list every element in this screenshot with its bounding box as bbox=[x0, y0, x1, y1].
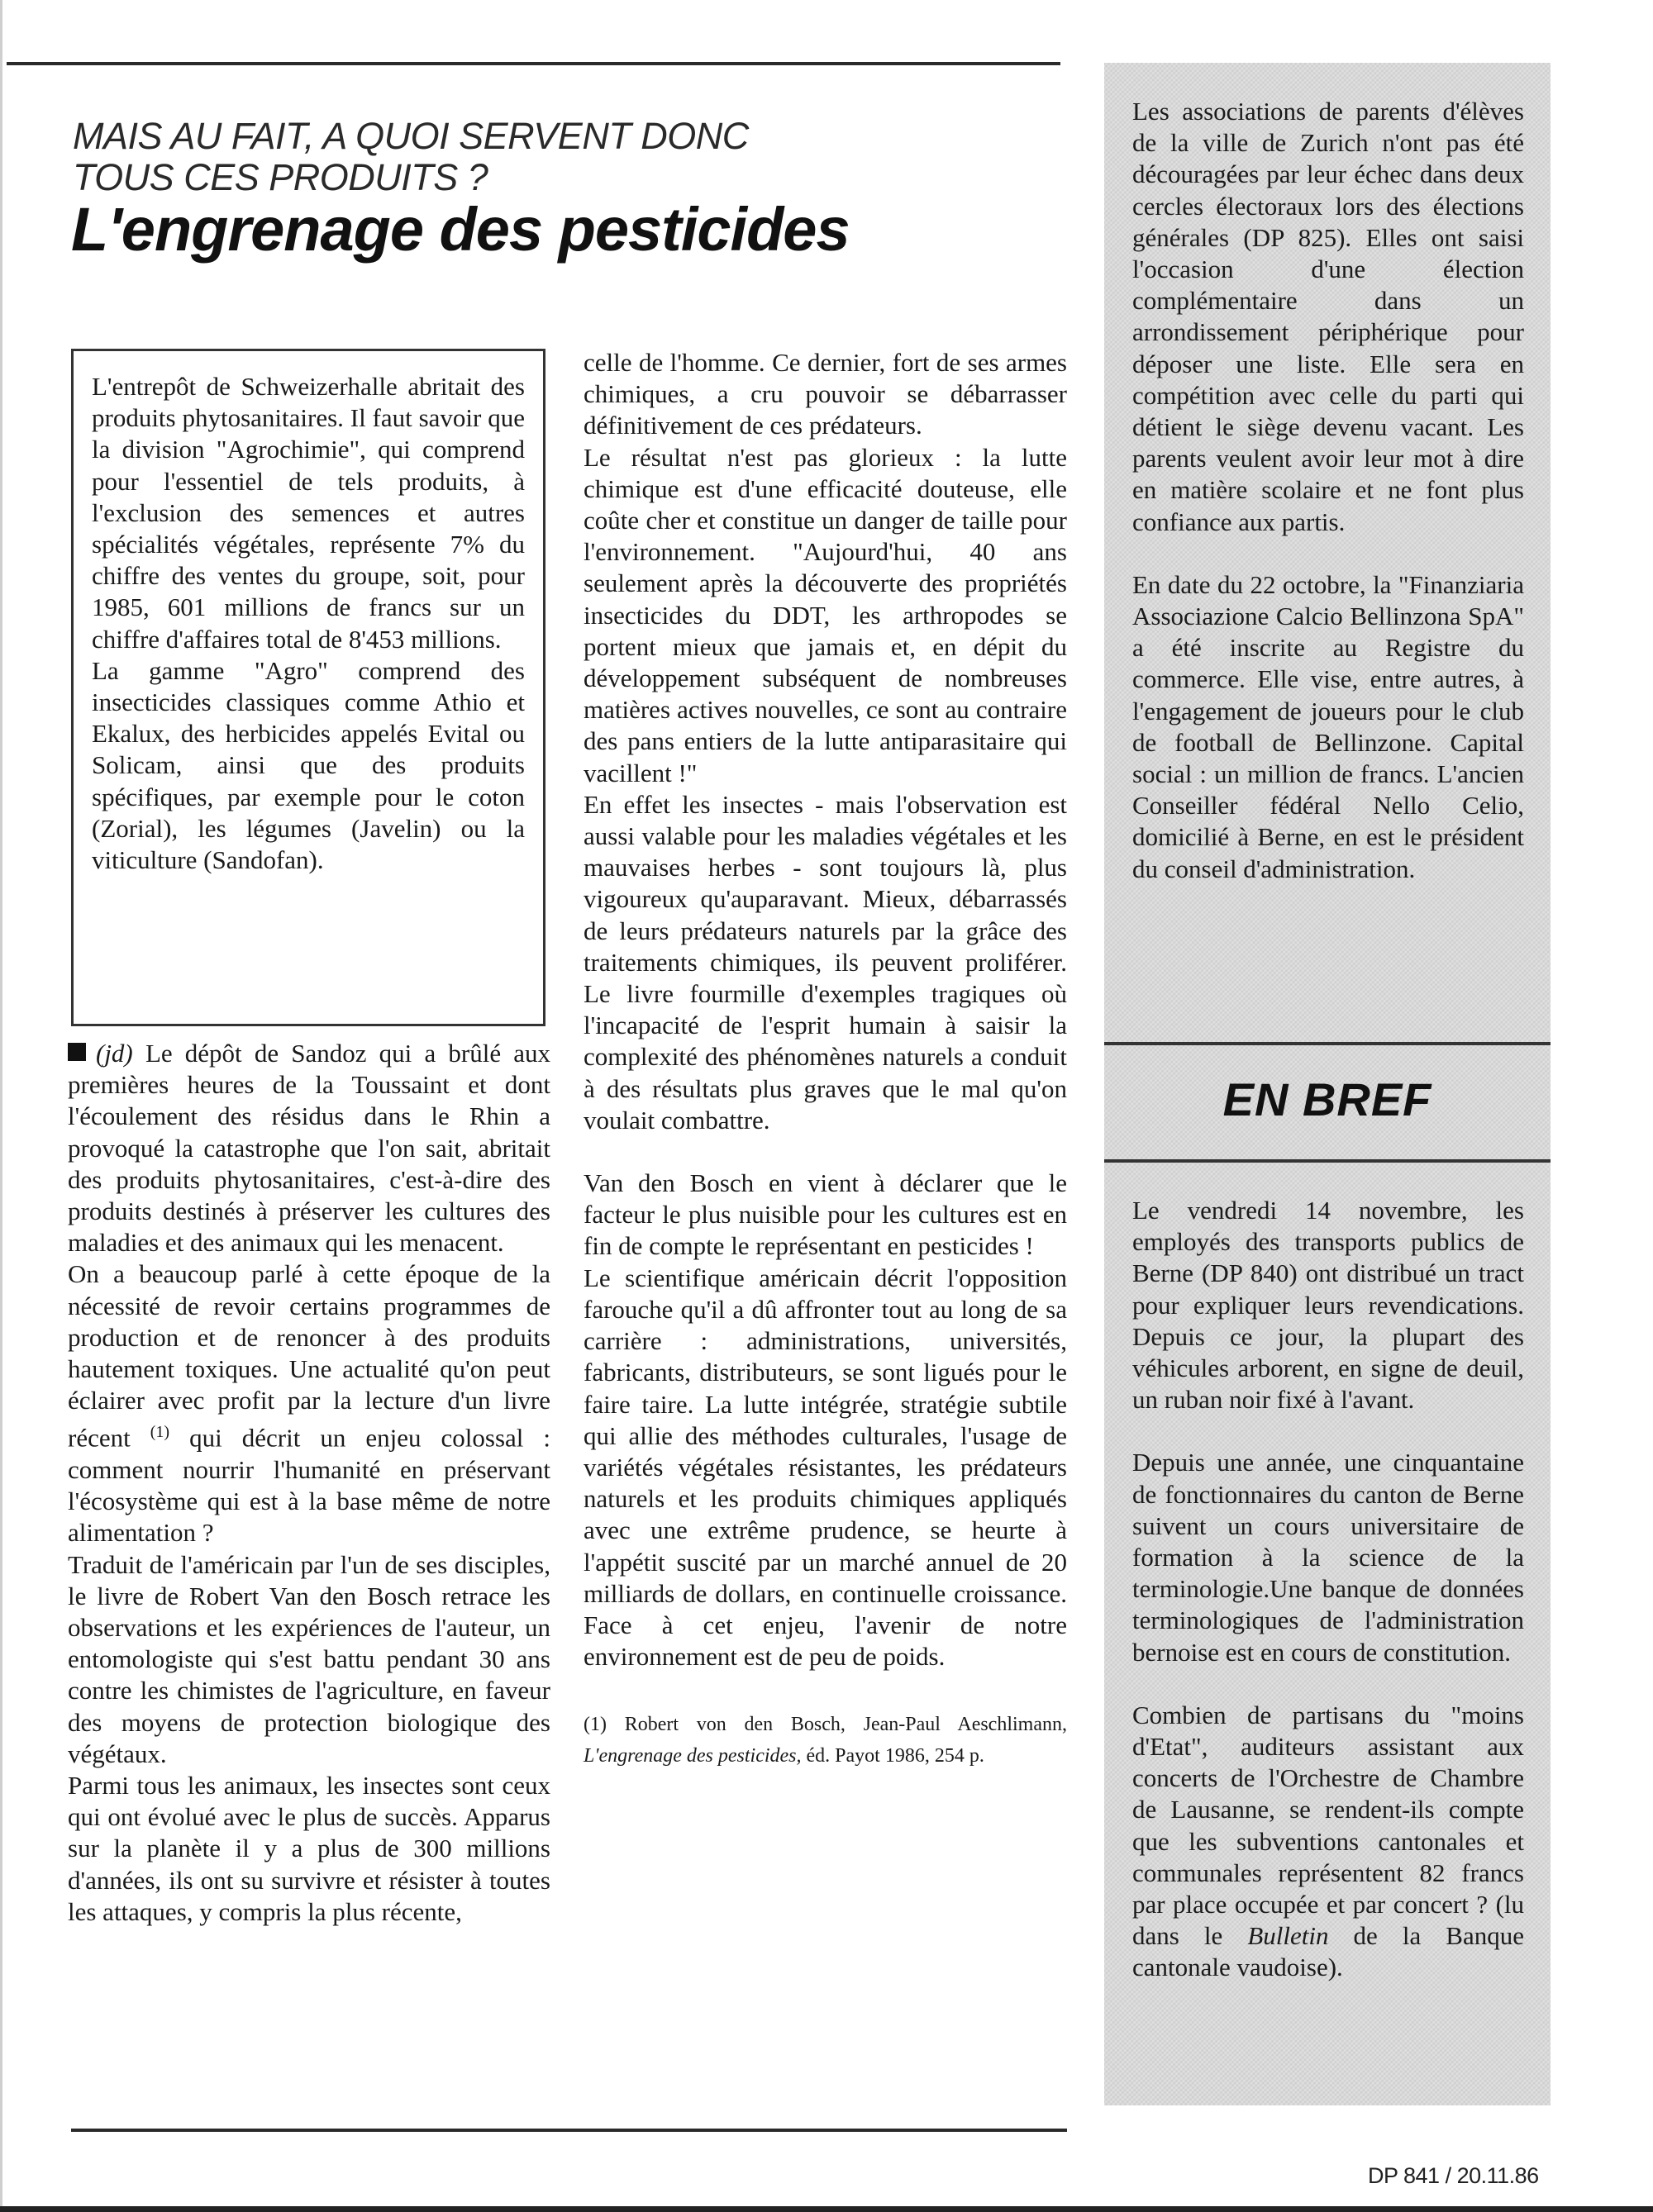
footnote-marker: (1) bbox=[150, 1423, 170, 1442]
paragraph-context-text: On a beaucoup parlé à cette époque de la nécessité de revoir certains programmes de production et de renoncer à des produits hautement toxiques. Une actualité qu'on peut éclairer avec profit par la lecture d'un livre récent bbox=[68, 1259, 550, 1453]
lead-text: Le dépôt de Sandoz qui a brûlé aux premières heures de la Toussaint et dont l'écoulement des résidus dans le Rhin a provoqué la catastrophe que l'on sait, abritait des produits phytosanitaires, c'est-à-dire des produits destinés à préserver les cultures des maladies et des animaux qui les menacent. bbox=[68, 1039, 550, 1258]
byline: (jd) bbox=[96, 1039, 133, 1068]
info-box bbox=[71, 349, 545, 1026]
lead-paragraph bbox=[68, 1038, 550, 1258]
footnote-prefix: (1) Robert von den Bosch, Jean-Paul Aeschlimann, bbox=[584, 1714, 1067, 1736]
footnote-suffix: éd. Payot 1986, 254 p. bbox=[806, 1745, 984, 1767]
brief-list bbox=[1104, 1195, 1551, 1984]
square-bullet-icon bbox=[68, 1043, 86, 1061]
section-title-en-bref: EN BREF bbox=[1222, 1073, 1432, 1125]
footnote bbox=[584, 1709, 1067, 1772]
brief-orchestra-text: Combien de partisans du "moins d'Etat", auditeurs assistant aux concerts de l'Orchestre de Chambre de Lausanne, se rendent-ils compte que les subventions cantonales et communales représentent 82 francs par place occupée et par concert ? (lu dans le bbox=[1132, 1700, 1524, 1951]
paragraph-context-text-after: qui décrit un enjeu colossal : comment nourrir l'humanité en préservant l'écosystème qui est à la base même de notre alimentation ? bbox=[68, 1423, 551, 1548]
kicker-line-2: TOUS CES PRODUITS ? bbox=[73, 156, 488, 198]
sidebar-rule-top bbox=[1104, 1042, 1551, 1045]
paragraph-book: Traduit de l'américain par l'un de ses disciples, le livre de Robert Van den Bosch retrace les observations et les expériences de l'auteur, un entomologiste qui s'est battu pendant 30 ans contre les chimistes de l'agriculture, en faveur des moyens de protection biologique des végétaux. bbox=[68, 1549, 550, 1768]
info-box-paragraph-1: L'entrepôt de Schweizerhalle abritait des produits phytosanitaires. Il faut savoir que la division "Agrochimie", qui comprend pour l'essentiel de tels produits, à l'exclusion des semences et autres spécialités végétales, représente 7% du chiffre des ventes du groupe, soit, pour 1985, 601 millions de francs sur un chiffre d'affaires total de 8'453 millions. bbox=[92, 372, 525, 654]
article-column-left bbox=[68, 1038, 550, 1928]
page-scan-edge bbox=[0, 0, 2, 2212]
paragraph-context bbox=[68, 1258, 550, 1548]
sidebar-item-zurich-parents: Les associations de parents d'élèves de la ville de Zurich n'ont pas été découragées par leur échec dans deux cercles électoraux lors des élections générales (DP 825). Elles ont saisi l'occasion d'une élection complémentaire dans un arrondissement périphérique pour déposer une liste. Elle sera en compétition avec celle du parti qui détient le siège devenu vacant. Les parents veulent avoir leur mot à dire en matière scolaire et ne font plus confiance aux partis. bbox=[1132, 97, 1524, 536]
info-box-paragraph-2: La gamme "Agro" comprend des insecticides classiques comme Athio et Ekalux, des herbicides appelés Evital ou Solicam, ainsi que des produits spécifiques, par exemple pour le coton (Zorial), les légumes (Javelin) ou la viticulture (Sandofan). bbox=[92, 655, 525, 875]
brief-item-orchestra bbox=[1132, 1700, 1524, 1984]
middle-paragraph-2: Le résultat n'est pas glorieux : la lutte chimique est d'une efficacité douteuse, elle coûte cher et constitue un danger de taille pour l'environnement. "Aujourd'hui, 40 ans seulement après la découverte des propriétés insecticides du DDT, les arthropodes se portent mieux que jamais et, en dépit du développement subséquent de nombreuses matières actives nouvelles, ce sont au contraire des pans entiers de la lutte antiparasitaire qui vacillent !" bbox=[584, 442, 1067, 787]
sidebar-item-bellinzona: En date du 22 octobre, la "Finanziaria Associazione Calcio Bellinzona SpA" a été inscrite au Registre du commerce. Elle vise, entre autres, à l'engagement de joueurs pour le club de football de Bellinzone. Capital social : un million de francs. L'ancien Conseiller fédéral Nello Celio, domicilié à Berne, en est le président du conseil d'administration. bbox=[1132, 569, 1524, 883]
brief-orchestra-italic: Bulletin bbox=[1247, 1921, 1329, 1951]
middle-paragraph-4: Van den Bosch en vient à déclarer que le facteur le plus nuisible pour les cultures est en fin de compte le représentant en pesticides ! bbox=[584, 1168, 1067, 1261]
middle-paragraph-1: celle de l'homme. Ce dernier, fort de ses armes chimiques, a cru pouvoir se débarrasser définitivement de ces prédateurs. bbox=[584, 348, 1067, 440]
bottom-rule bbox=[71, 2129, 1067, 2132]
page-scan-bottom-edge bbox=[0, 2206, 1653, 2212]
middle-paragraph-5: Le scientifique américain décrit l'opposition farouche qu'il a dû affronter tout au long de sa carrière : administrations, universités, fabricants, distributeurs, se sont ligués pour le faire taire. La lutte intégrée, stratégie subtile qui allie des méthodes culturales, l'usage de variétés végétales résistantes, les prédateurs naturels et les produits chimiques appliqués avec une extrême prudence, se heurte à l'appétit suscité par un marché annuel de 20 milliards de dollars, en continuelle croissance. Face à cet enjeu, l'avenir de notre environnement est de peu de poids. bbox=[584, 1263, 1067, 1672]
article-title: L'engrenage des pesticides bbox=[71, 195, 850, 264]
article-column-middle bbox=[584, 347, 1067, 1772]
sidebar-news bbox=[1104, 96, 1551, 885]
sidebar-rule-bottom bbox=[1104, 1159, 1551, 1163]
brief-item-berne-transport: Le vendredi 14 novembre, les employés des transports publics de Berne (DP 840) ont distribué un tract pour expliquer leurs revendications. Depuis ce jour, la plupart des véhicules arborent, en signe de deuil, un ruban noir fixé à l'avant. bbox=[1132, 1196, 1524, 1415]
article-kicker bbox=[73, 116, 1023, 198]
middle-paragraph-3: En effet les insectes - mais l'observation est aussi valable pour les maladies végétales et les mauvaises herbes - sont toujours là, plus vigoureux qu'auparavant. Mieux, débarrassés de leurs prédateurs naturels par la grâce des traitements chimiques, ils peuvent proliférer. Le livre fourmille d'exemples tragiques où l'incapacité de l'esprit humain à saisir la complexité des phénomènes naturels a conduit à des résultats plus graves que le mal qu'on voulait combattre. bbox=[584, 789, 1067, 1135]
sidebar-panel bbox=[1104, 63, 1551, 2105]
kicker-line-1: MAIS AU FAIT, A QUOI SERVENT DONC bbox=[73, 115, 749, 157]
brief-item-terminology: Depuis une année, une cinquantaine de fonctionnaires du canton de Berne suivent un cours universitaire de formation à la science de la terminologie.Une banque de données terminologiques de l'administration bernoise est en cours de constitution. bbox=[1132, 1448, 1524, 1667]
footnote-book-title: L'engrenage des pesticides, bbox=[584, 1745, 802, 1767]
brief-orchestra-text-after: de la Banque cantonale vaudoise). bbox=[1132, 1921, 1524, 1982]
page-reference: DP 841 / 20.11.86 bbox=[1368, 2163, 1539, 2188]
paragraph-insects: Parmi tous les animaux, les insectes sont ceux qui ont évolué avec le plus de succès. Apparus sur la planète il y a plus de 300 millions d'années, ils ont su survivre et résister à toutes les attaques, y compris la plus récente, bbox=[68, 1771, 550, 1926]
top-rule bbox=[7, 62, 1060, 65]
